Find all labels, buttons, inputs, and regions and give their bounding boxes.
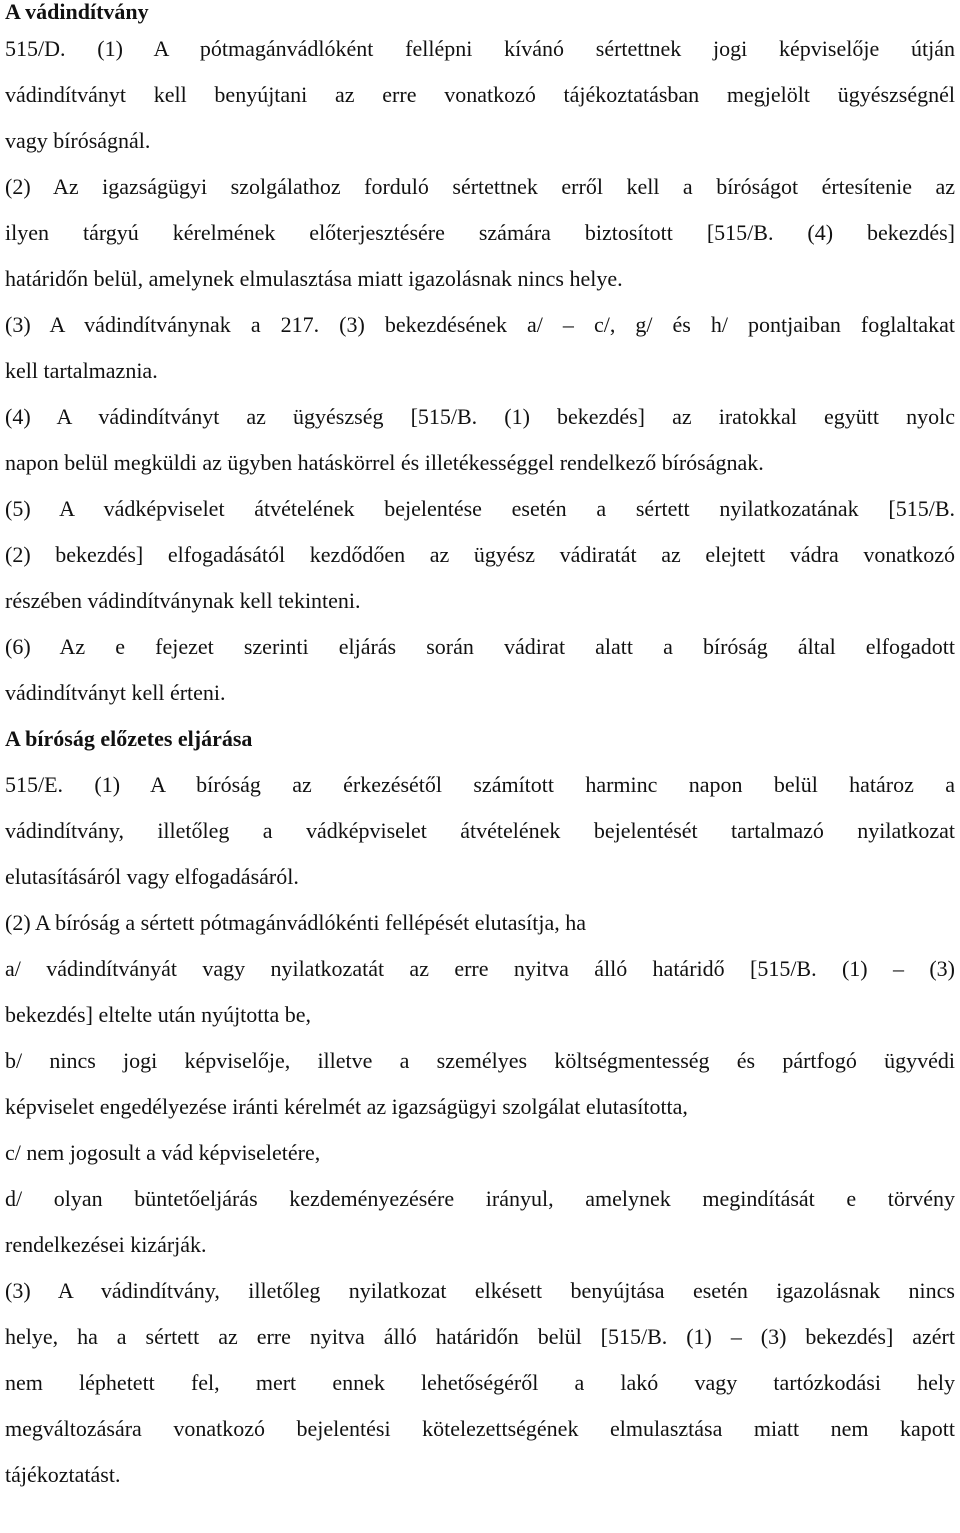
text-line: ilyen tárgyú kérelmének előterjesztésére számára biztosított [515/B. (4) bekezdés] — [5, 220, 955, 245]
text-line: (3) A vádindítvány, illetőleg nyilatkozat elkésett benyújtása esetén igazolásnak nincs — [5, 1278, 955, 1303]
text-line: helye, ha a sértett az erre nyitva álló határidőn belül [515/B. (1) ‒ (3) bekezdés] azért — [5, 1324, 955, 1349]
text-line: napon belül megküldi az ügyben hatáskörrel és illetékességgel rendelkező bíróságnak. — [5, 450, 764, 475]
text-line: képviselet engedélyezése iránti kérelmét az igazságügyi szolgálat elutasította, — [5, 1094, 688, 1119]
text-line: tájékoztatást. — [5, 1462, 121, 1487]
text-line: c/ nem jogosult a vád képviseletére, — [5, 1140, 321, 1165]
text-line: (2) bekezdés] elfogadásától kezdődően az ügyész vádiratát az elejtett vádra vonatkozó — [5, 542, 955, 567]
text-line: vádindítványt kell benyújtani az erre vonatkozó tájékoztatásban megjelölt ügyészségnél — [5, 82, 955, 107]
text-line: elutasításáról vagy elfogadásáról. — [5, 864, 299, 889]
text-line: a/ vádindítványát vagy nyilatkozatát az erre nyitva álló határidő [515/B. (1) ‒ (3) — [5, 956, 955, 981]
section-body-elozetes-eljaras — [5, 762, 955, 1498]
text-line: határidőn belül, amelynek elmulasztása miatt igazolásnak nincs helye. — [5, 266, 623, 291]
section-body-vadinditvany — [5, 26, 955, 716]
text-line: kell tartalmaznia. — [5, 358, 158, 383]
text-line: (5) A vádképviselet átvételének bejelentése esetén a sértett nyilatkozatának [515/B. — [5, 496, 955, 521]
text-line: nem léphetett fel, mert ennek lehetőségéről a lakó vagy tartózkodási hely — [5, 1370, 955, 1395]
text-line: (2) A bíróság a sértett pótmagánvádlókénti fellépését elutasítja, ha — [5, 910, 586, 935]
document-page — [5, 0, 955, 1498]
paragraph — [5, 1130, 955, 1176]
text-line: (2) Az igazságügyi szolgálathoz forduló sértettnek erről kell a bíróságot értesítenie az — [5, 174, 955, 199]
paragraph — [5, 1176, 955, 1268]
text-line: vádindítvány, illetőleg a vádképviselet átvételének bejelentését tartalmazó nyilatkozat — [5, 818, 955, 843]
paragraph — [5, 1038, 955, 1130]
text-line: bekezdés] eltelte után nyújtotta be, — [5, 1002, 312, 1027]
paragraph — [5, 946, 955, 1038]
paragraph — [5, 1268, 955, 1498]
paragraph — [5, 624, 955, 716]
text-line: 515/E. (1) A bíróság az érkezésétől számított harminc napon belül határoz a — [5, 772, 955, 797]
text-line: b/ nincs jogi képviselője, illetve a személyes költségmentesség és pártfogó ügyvédi — [5, 1048, 955, 1073]
paragraph — [5, 394, 955, 486]
text-line: rendelkezései kizárják. — [5, 1232, 207, 1257]
text-line: (3) A vádindítványnak a 217. (3) bekezdésének a/ ‒ c/, g/ és h/ pontjaiban foglaltakat — [5, 312, 955, 337]
paragraph — [5, 302, 955, 394]
text-line: vagy bíróságnál. — [5, 128, 151, 153]
section-heading-elozetes-eljaras: A bíróság előzetes eljárása — [5, 726, 253, 751]
text-line: vádindítványt kell érteni. — [5, 680, 226, 705]
text-line: megváltozására vonatkozó bejelentési kötelezettségének elmulasztása miatt nem kapott — [5, 1416, 955, 1441]
text-line: (6) Az e fejezet szerinti eljárás során vádirat alatt a bíróság által elfogadott — [5, 634, 955, 659]
text-line: részében vádindítványnak kell tekinteni. — [5, 588, 361, 613]
text-line: d/ olyan büntetőeljárás kezdeményezésére irányul, amelynek megindítását e törvény — [5, 1186, 955, 1211]
paragraph — [5, 26, 955, 164]
section-heading-vadinditvany: A vádindítvány — [5, 0, 149, 24]
paragraph — [5, 164, 955, 302]
paragraph — [5, 486, 955, 624]
text-line: (4) A vádindítványt az ügyészség [515/B. (1) bekezdés] az iratokkal együtt nyolc — [5, 404, 955, 429]
text-line: 515/D. (1) A pótmagánvádlóként fellépni kívánó sértettnek jogi képviselője útján — [5, 36, 955, 61]
paragraph — [5, 900, 955, 946]
paragraph — [5, 762, 955, 900]
